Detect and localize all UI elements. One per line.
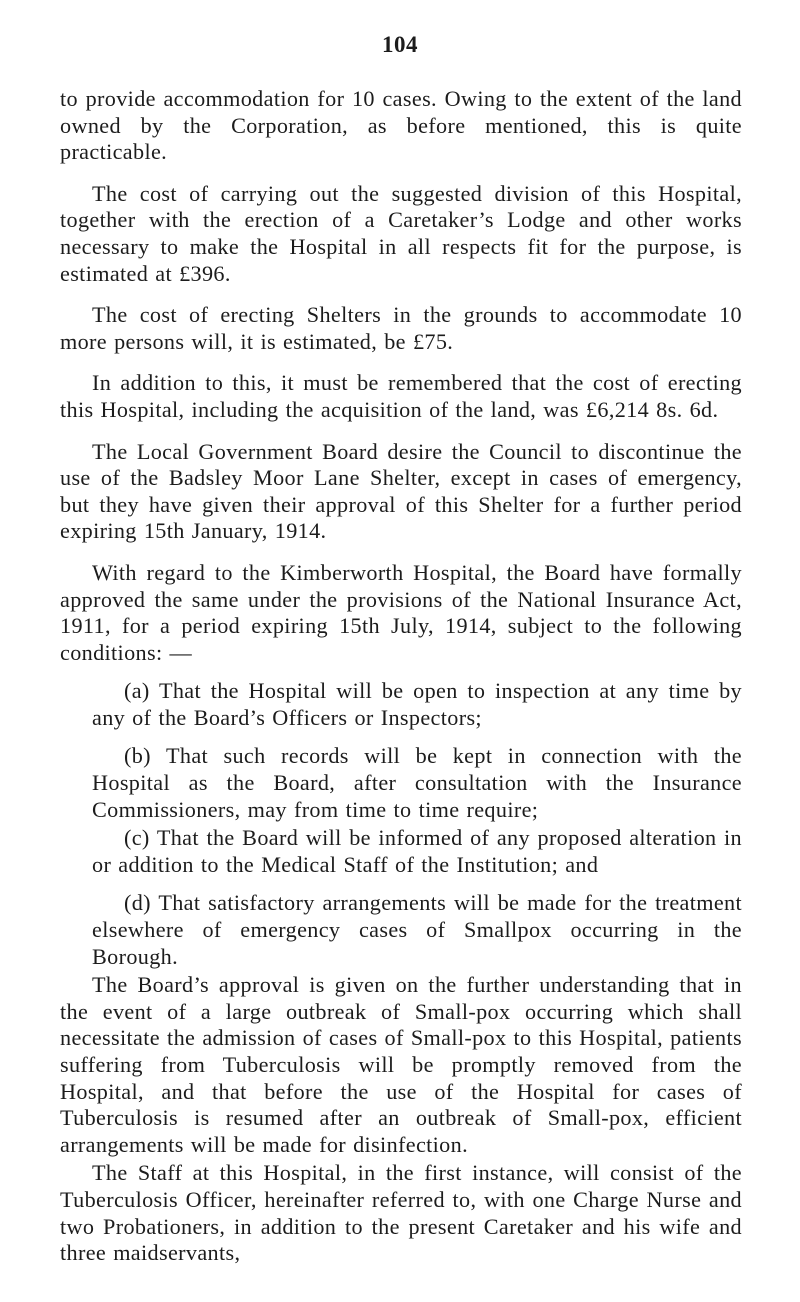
paragraph-hospital-staff: The Staff at this Hospital, in the first instance, will consist of the Tuberculosis Officer, hereinafter referred to, with one Charge Nurse and two Probationers, in addition to the present Caretaker and his wife and three maidservants,	[60, 1160, 742, 1266]
paragraph-board-understanding: The Board’s approval is given on the further understanding that in the event of a large outbreak of Small-pox occurring which shall necessitate the admission of cases of Small-pox to this Hospital, patients suffering from Tuberculosis will be promptly removed from the Hospital, and that before the use of the Hospital for cases of Tuberculosis is resumed after an outbreak of Small-pox, efficient arrangements will be made for disinfection.	[60, 972, 742, 1157]
condition-a: (a) That the Hospital will be open to inspection at any time by any of the Board’s Officers or Inspectors;	[92, 678, 742, 730]
paragraph-cost-hospital: In addition to this, it must be remembered that the cost of erecting this Hospital, including the acquisition of the land, was £6,214 8s. 6d.	[60, 370, 742, 422]
condition-b: (b) That such records will be kept in connection with the Hospital as the Board, after consultation with the Insurance Commissioners, may from time to time require;	[92, 743, 742, 822]
page-number: 104	[382, 32, 418, 57]
paragraph-cost-division: The cost of carrying out the suggested division of this Hospital, together with the erection of a Caretaker’s Lodge and other works necessary to make the Hospital in all respects fit for the purpose, is estimated at £396.	[60, 180, 742, 286]
paragraph-continuation: to provide accommodation for 10 cases. Owing to the extent of the land owned by the Corporation, as before mentioned, this is quite practicable.	[60, 86, 742, 165]
paragraph-kimberworth-approval: With regard to the Kimberworth Hospital, the Board have formally approved the same under the provisions of the National Insurance Act, 1911, for a period expiring 15th July, 1914, subject to the following conditions: —	[60, 559, 742, 665]
body-text	[60, 86, 742, 1267]
paragraph-cost-shelters: The cost of erecting Shelters in the grounds to accommodate 10 more persons will, it is estimated, be £75.	[60, 302, 742, 354]
paragraph-badsley-shelter: The Local Government Board desire the Council to discontinue the use of the Badsley Moor Lane Shelter, except in cases of emergency, but they have given their approval of this Shelter for a further period expiring 15th January, 1914.	[60, 438, 742, 544]
condition-d: (d) That satisfactory arrangements will be made for the treatment elsewhere of emergency cases of Smallpox occurring in the Borough.	[92, 890, 742, 969]
condition-c: (c) That the Board will be informed of any proposed alteration in or addition to the Medical Staff of the Institution; and	[92, 825, 742, 877]
